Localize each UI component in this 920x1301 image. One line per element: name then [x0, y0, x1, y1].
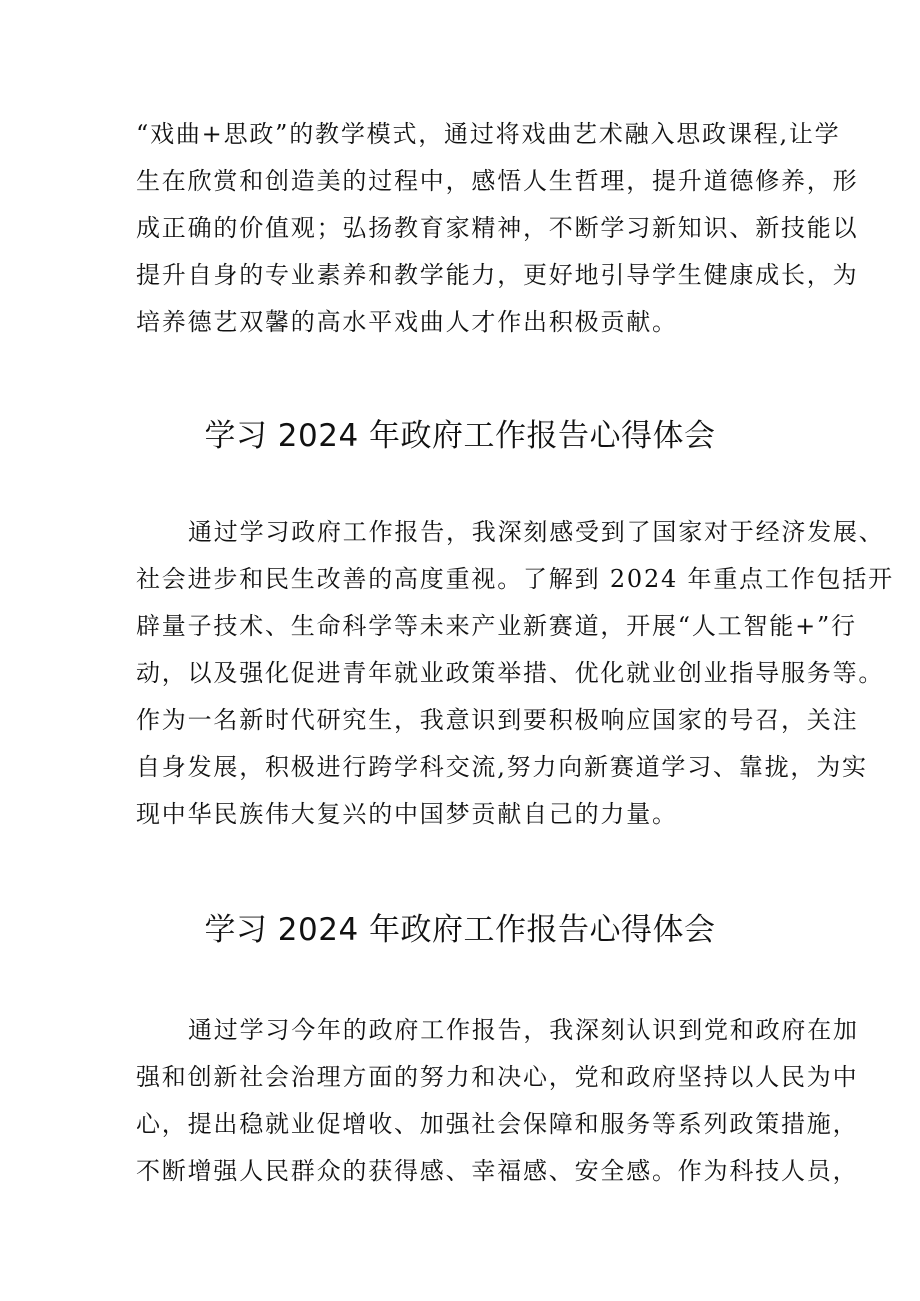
- paragraph-body: [136, 1007, 859, 1195]
- section-heading: 学习 2024 年政府工作报告心得体会: [204, 418, 716, 454]
- paragraph-line: 成正确的价值观；弘扬教育家精神，不断学习新知识、新技能以: [136, 214, 859, 242]
- paragraph-body: [136, 509, 894, 838]
- paragraph-line: 辟量子技术、生命科学等未来产业新赛道，开展“人工智能+”行: [136, 612, 857, 640]
- paragraph-line: 动，以及强化促进青年就业政策举措、优化就业创业指导服务等。: [136, 659, 885, 687]
- paragraph-line: 强和创新社会治理方面的努力和决心，党和政府坚持以人民为中: [136, 1063, 859, 1091]
- paragraph-line: 自身发展，积极进行跨学科交流,努力向新赛道学习、靠拢，为实: [136, 753, 868, 781]
- paragraph-line: 通过学习今年的政府工作报告，我深刻认识到党和政府在加: [188, 1016, 859, 1044]
- paragraph-line: 通过学习政府工作报告，我深刻感受到了国家对于经济发展、: [188, 518, 885, 546]
- paragraph-line: 培养德艺双馨的高水平戏曲人才作出积极贡献。: [136, 308, 678, 336]
- section-heading: 学习 2024 年政府工作报告心得体会: [204, 912, 716, 948]
- paragraph-continuation: [136, 111, 859, 346]
- paragraph-line: 现中华民族伟大复兴的中国梦贡献自己的力量。: [136, 800, 678, 828]
- paragraph-line: 不断增强人民群众的获得感、幸福感、安全感。作为科技人员，: [136, 1157, 859, 1185]
- paragraph-line: 心，提出稳就业促增收、加强社会保障和服务等系列政策措施，: [136, 1110, 859, 1138]
- paragraph-line: 提升自身的专业素养和教学能力，更好地引导学生健康成长，为: [136, 261, 859, 289]
- paragraph-line: 作为一名新时代研究生，我意识到要积极响应国家的号召，关注: [136, 706, 859, 734]
- paragraph-line: 生在欣赏和创造美的过程中，感悟人生哲理，提升道德修养，形: [136, 167, 859, 195]
- paragraph-line: “戏曲+思政”的教学模式，通过将戏曲艺术融入思政课程,让学: [136, 120, 841, 148]
- paragraph-line: 社会进步和民生改善的高度重视。了解到 2024 年重点工作包括开: [136, 565, 894, 593]
